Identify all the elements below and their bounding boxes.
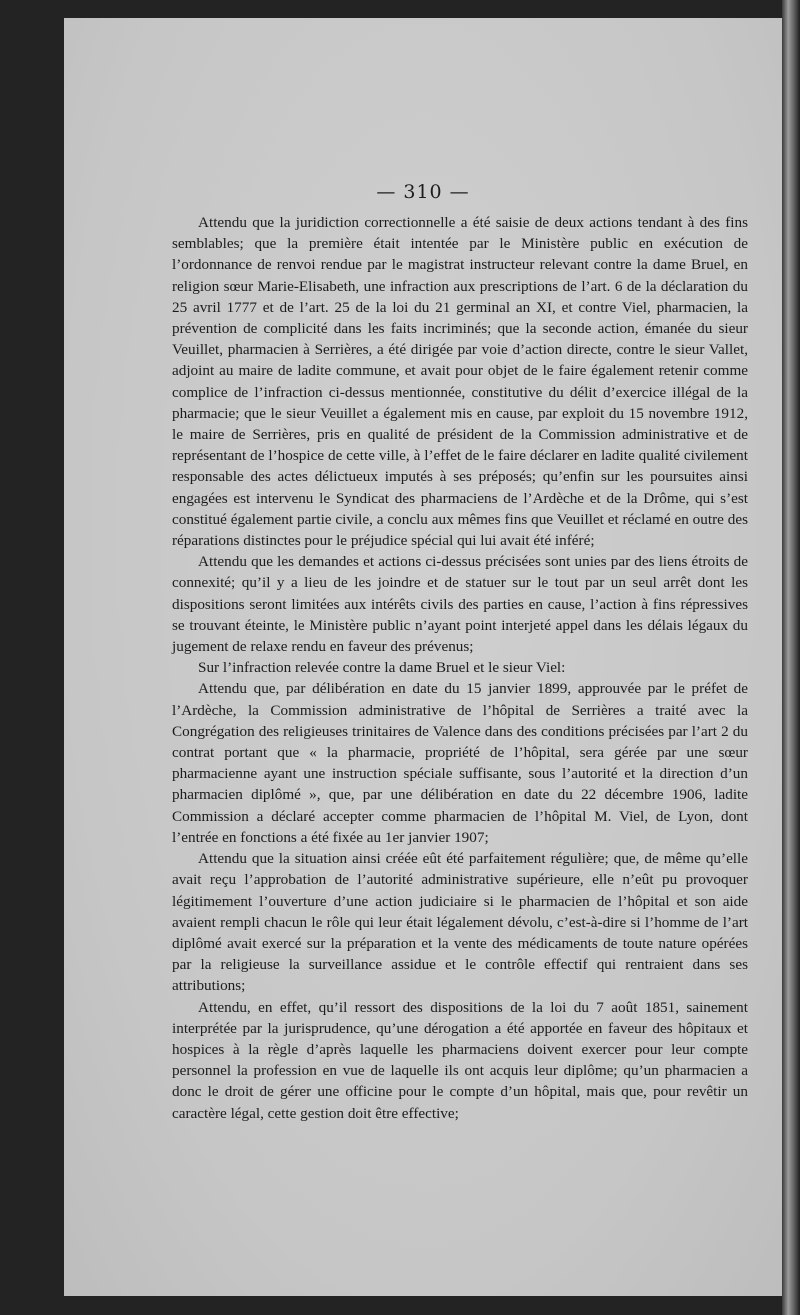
paragraph: Attendu que la situation ainsi créée eût été parfaitement régulière; que, de même qu’elle avait reçu l’approbation de l’autorité administrative supérieure, elle n’eût pu provoquer légitimement l’ouverture d’une action judiciaire si le pharmacien de l’hôpital et son aide avaient rempli chacun le rôle qui leur était légalement dévolu, c’est-à-dire si l’homme de l’art diplômé avait exercé sur la préparation et la vente des médicaments de toute nature opérées par la religieuse la surveillance assidue et le contrôle effectif qui rentraient dans ses attributions; <box>172 850 748 995</box>
adjacent-page-edge <box>782 0 800 1315</box>
document-page <box>64 18 782 1296</box>
paragraph: Attendu, en effet, qu’il ressort des dispositions de la loi du 7 août 1851, sainement interprétée par la jurisprudence, qu’une dérogation a été apportée en faveur des hôpitaux et hospices à la règle d’après laquelle les pharmaciens doivent exercer pour leur compte personnel la profession en vue de laquelle ils ont acquis leur diplôme; qu’un pharmacien a donc le droit de gérer une officine pour le compte d’un hôpital, mais que, pour revêtir un caractère légal, cette gestion doit être effective; <box>172 998 748 1122</box>
page-number: — 310 — <box>376 181 470 203</box>
paragraph: Attendu que les demandes et actions ci-dessus précisées sont unies par des liens étroits de connexité; qu’il y a lieu de les joindre et de statuer sur le tout par un seul arrêt dont les dispositions seront limitées aux intérêts civils des parties en cause, l’action à fins répressives se trouvant éteinte, le Ministère public n’ayant point interjeté appel dans les délais légaux du jugement de relaxe rendu en faveur des prévenus; <box>172 553 748 656</box>
body-text <box>172 212 748 1124</box>
paragraph: Sur l’infraction relevée contre la dame Bruel et le sieur Viel: <box>198 659 566 677</box>
paragraph: Attendu que, par délibération en date du 15 janvier 1899, approuvée par le préfet de l’Ardèche, la Commission administrative de l’hôpital de Serrières a traité avec la Congrégation des religieuses trinitaires de Valence dans des conditions précisées par l’art 2 du contrat portant que « la pharmacie, propriété de l’hôpital, sera gérée par une sœur pharmacienne ayant une instruction spéciale suffisante, sous l’autorité et la direction d’un pharmacien diplômé », que, par une délibération en date du 22 décembre 1906, ladite Commission a déclaré accepter comme pharmacien de l’hôpital M. Viel, de Lyon, dont l’entrée en fonctions a été fixée au 1er janvier 1907; <box>172 680 748 846</box>
paragraph: Attendu que la juridiction correctionnelle a été saisie de deux actions tendant à des fins semblables; que la première était intentée par le Ministère public en exécution de l’ordonnance de renvoi rendue par le magistrat instructeur relevant contre la dame Bruel, en religion sœur Marie-Elisabeth, une infraction aux prescriptions de l’art. 6 de la déclaration du 25 avril 1777 et de l’art. 25 de la loi du 21 germinal an XI, et contre Viel, pharmacien, la prévention de complicité dans les faits incriminés; que la seconde action, émanée du sieur Veuillet, pharmacien à Serrières, a été dirigée par voie d’action directe, contre le sieur Vallet, adjoint au maire de ladite commune, et avait pour objet de le faire également retenir comme complice de l’infraction ci-dessus mentionnée, constitutive du délit d’exercice illégal de la pharmacie; que le sieur Veuillet a également mis en cause, par exploit du 15 novembre 1912, le maire de Serrières, pris en qualité de président de la Commission administrative et de représentant de l’hospice de cette ville, à l’effet de le faire déclarer en ladite qualité civilement responsable des actes délictueux imputés à ses préposés; qu’enfin sur les poursuites ainsi engagées est intervenu le Syndicat des pharmaciens de l’Ardèche et de la Drôme, qui s’est constitué également partie civile, a conclu aux mêmes fins que Veuillet et réclamé en outre des réparations distinctes pour le préjudice spécial qui lui avait été inféré; <box>172 214 748 550</box>
